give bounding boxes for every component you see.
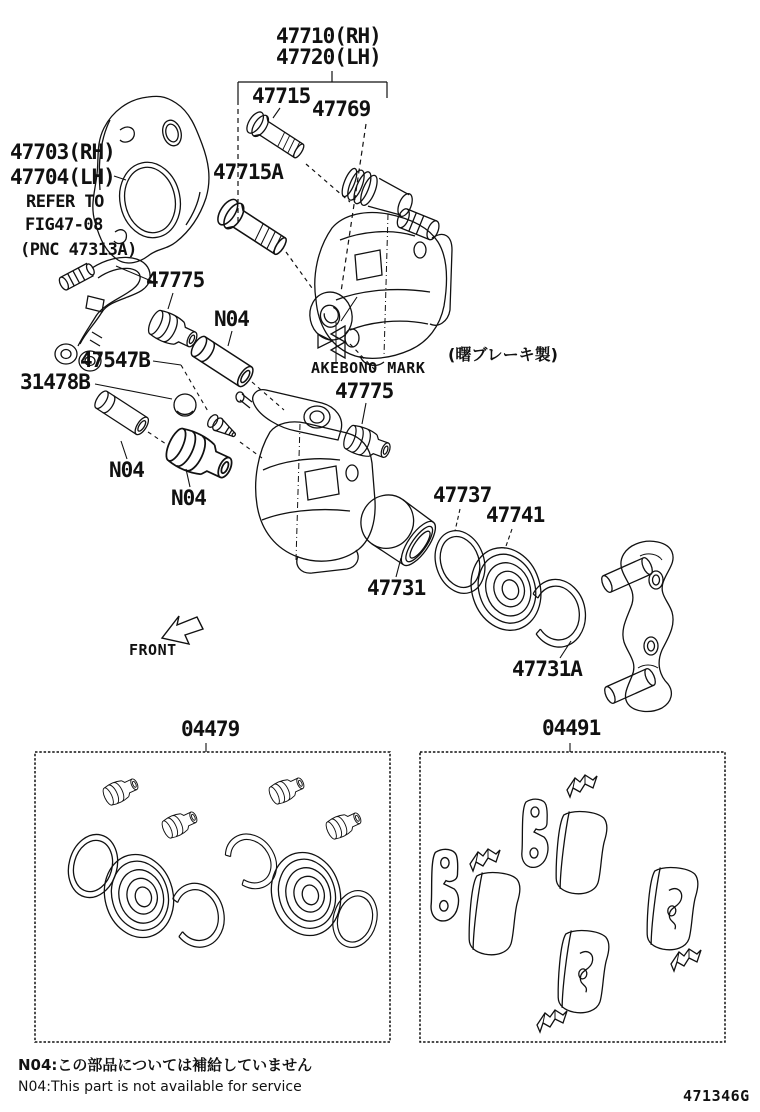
piston-drawing (350, 485, 442, 572)
footnote-en: N04:This part is not available for service (18, 1079, 302, 1095)
callout-slide-bushing-lower: N04 (171, 486, 206, 510)
footnote-jp: N04:この部品については補給していません (18, 1056, 313, 1074)
pad-kit-number: 04491 (542, 716, 601, 740)
cylinder-kit-number: 04479 (181, 717, 240, 741)
front-arrow-icon (162, 616, 203, 644)
callout-slide-pin-left: N04 (109, 458, 144, 482)
slide-pin-left-drawing (92, 389, 151, 437)
piston-seal-drawing (427, 524, 492, 600)
callout-caliper-assy-lh: 47720(LH) (276, 45, 381, 69)
callout-bush-31478b: 31478B (20, 370, 90, 394)
cylinder-kit-contents (62, 773, 384, 953)
front-label: FRONT (129, 641, 177, 659)
callout-caliper-assy-rh: 47710(RH) (276, 24, 381, 48)
pin-bolt-upper-drawing (244, 109, 308, 162)
akebono-mark-icon (318, 322, 345, 362)
callout-slide-pin-bolt: 47715 (252, 84, 311, 108)
refer-note-line3: (PNC 47313A) (20, 240, 137, 260)
caliper-body-drawing (236, 390, 375, 573)
refer-note-line2: FIG47-08 (25, 215, 103, 235)
callout-dust-cover-rh: 47703(RH) (10, 140, 115, 164)
slide-pin-upper-drawing (188, 334, 256, 389)
akebono-mark-label: AKEBONO MARK (311, 359, 426, 377)
pin-bolt-lower-drawing (214, 196, 291, 260)
callout-washer: 47769 (312, 97, 371, 121)
caliper-assembly-drawing (315, 165, 452, 366)
akebono-maker-note: (曙ブレーキ製) (448, 345, 558, 364)
callout-set-ring: 47731A (512, 657, 582, 681)
callout-bushing-boot-lower: 47775 (335, 379, 394, 403)
callout-slide-pin-upper: N04 (214, 307, 249, 331)
figure-code: 471346G (683, 1087, 750, 1105)
cylinder-boot-drawing (461, 539, 552, 640)
callout-bushing-boot-upper: 47775 (146, 268, 205, 292)
refer-note-line1: REFER TO (26, 192, 104, 212)
callout-slide-pin-bolt-a: 47715A (213, 160, 283, 184)
callout-piston-seal: 47737 (433, 483, 492, 507)
callout-piston: 47731 (367, 576, 426, 600)
washer-drawing (305, 288, 356, 344)
callout-cylinder-boot: 47741 (486, 503, 545, 527)
cap-47547b-drawing (206, 413, 239, 441)
bushing-boot-lower-drawing (341, 423, 394, 465)
pad-kit-contents (431, 775, 701, 1032)
bush-31478b-drawing (174, 394, 196, 416)
pad-kit-box (420, 752, 725, 1042)
callout-cap-47547b: 47547B (80, 348, 150, 372)
callout-dust-cover-lh: 47704(LH) (10, 165, 115, 189)
mounting-bracket-drawing (600, 541, 674, 711)
